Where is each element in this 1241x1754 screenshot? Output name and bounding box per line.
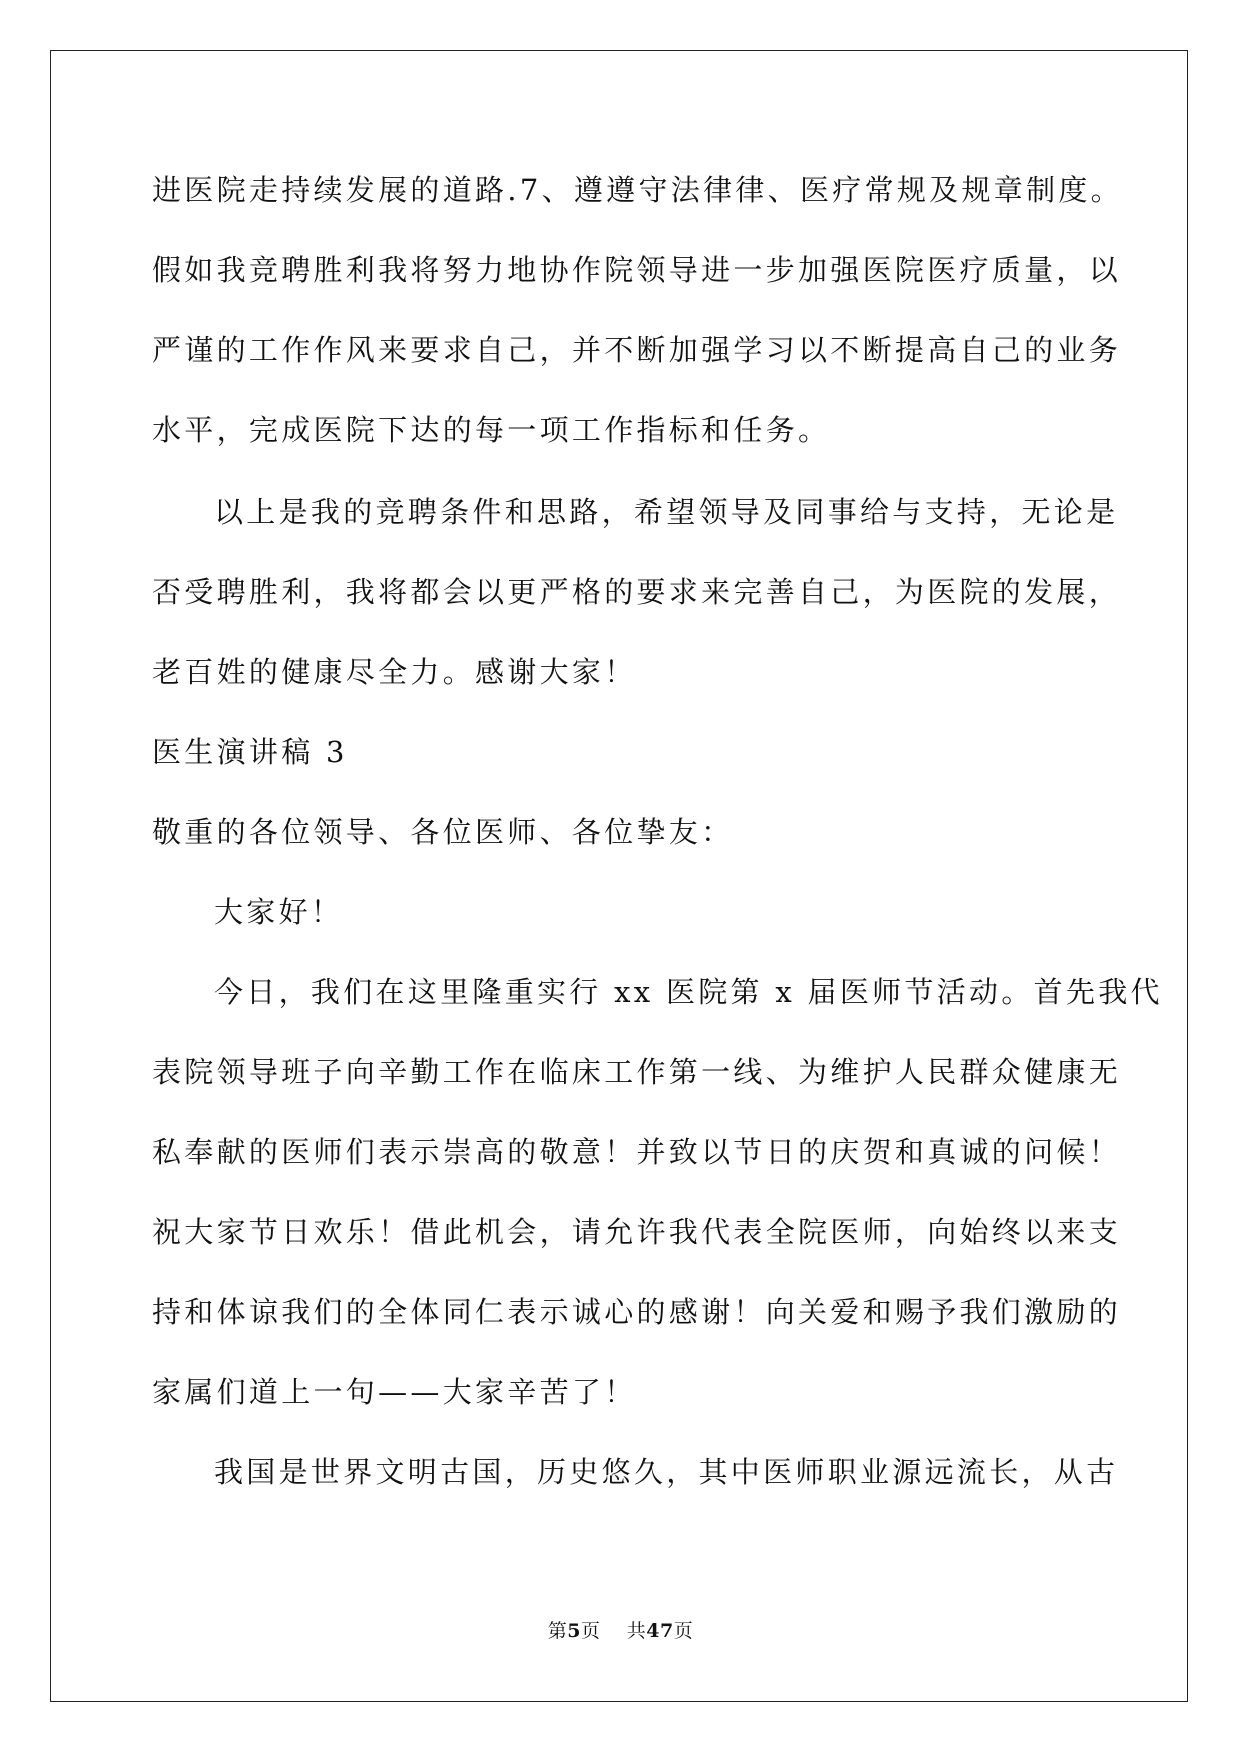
body-text-line: 家属们道上一句——大家辛苦了！	[152, 1375, 637, 1409]
paragraph-first-line: 今日，我们在这里隆重实行 xx 医院第 x 届医师节活动。首先我代	[214, 975, 1163, 1009]
page-prefix: 第	[547, 1620, 568, 1642]
body-text-line: 持和体谅我们的全体同仁表示诚心的感谢！向关爱和赐予我们激励的	[152, 1295, 1122, 1329]
body-text-line: 水平，完成医院下达的每一项工作指标和任务。	[152, 413, 831, 447]
body-text-line: 表院领导班子向辛勤工作在临床工作第一线、为维护人民群众健康无	[152, 1055, 1122, 1089]
total-prefix: 共	[626, 1620, 647, 1642]
body-text-line: 私奉献的医师们表示崇高的敬意！并致以节日的庆贺和真诚的问候！	[152, 1135, 1122, 1169]
paragraph-first-line: 我国是世界文明古国，历史悠久，其中医师职业源远流长，从古	[214, 1455, 1119, 1489]
paragraph-first-line: 以上是我的竞聘条件和思路，希望领导及同事给与支持，无论是	[214, 495, 1119, 529]
page-suffix: 页	[581, 1620, 601, 1642]
body-text-line: 假如我竞聘胜利我将努力地协作院领导进一步加强医院医疗质量，以	[152, 253, 1122, 287]
body-text-line: 否受聘胜利，我将都会以更严格的要求来完善自己，为医院的发展，	[152, 575, 1122, 609]
total-pages: 47	[646, 1620, 674, 1642]
body-text-line: 老百姓的健康尽全力。感谢大家！	[152, 655, 637, 689]
section-title: 医生演讲稿 3	[152, 735, 348, 769]
greeting: 大家好！	[214, 895, 344, 929]
salutation: 敬重的各位领导、各位医师、各位挚友：	[152, 815, 734, 849]
total-suffix: 页	[673, 1620, 694, 1642]
body-text-line: 祝大家节日欢乐！借此机会，请允许我代表全院医师，向始终以来支	[152, 1215, 1122, 1249]
body-text-line: 严谨的工作作风来要求自己，并不断加强学习以不断提高自己的业务	[152, 333, 1122, 367]
page-footer	[0, 1616, 1241, 1643]
body-text-line: 进医院走持续发展的道路.7、遵遵守法律律、医疗常规及规章制度。	[152, 173, 1123, 207]
page-number: 5	[567, 1620, 582, 1642]
